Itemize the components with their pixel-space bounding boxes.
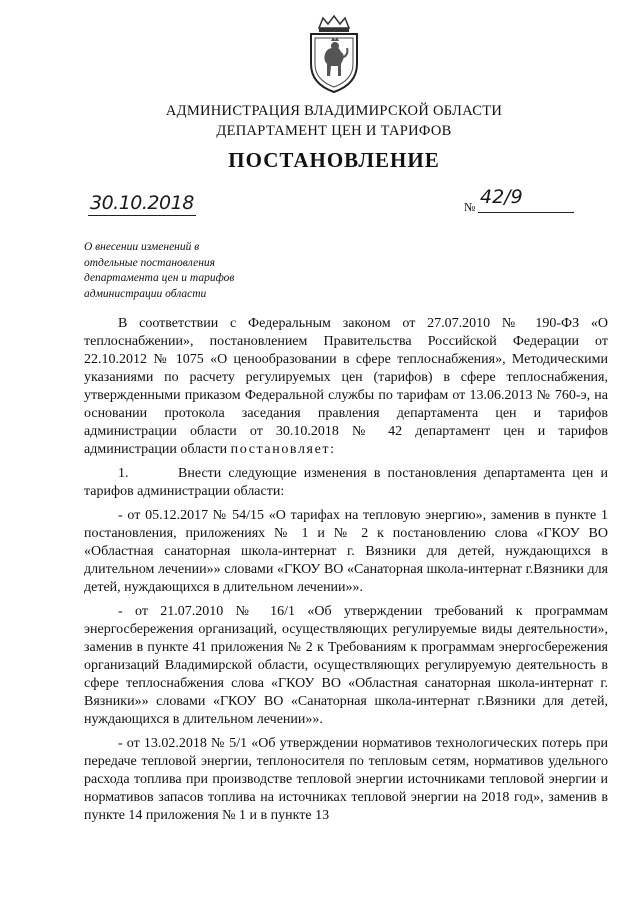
organization-name: АДМИНИСТРАЦИЯ ВЛАДИМИРСКОЙ ОБЛАСТИ (165, 103, 503, 119)
document-title: ПОСТАНОВЛЕНИЕ (228, 148, 440, 172)
subitem-paragraph: - от 05.12.2017 № 54/15 «О тарифах на тепловую энергию», заменив в пункте 1 постановления, приложениях № 1 и № 2 к постановлению слова «ГКОУ ВО «Областная санаторная школа-интернат г. Вязники для детей, нуждающихся в длительном лечении»» словами «ГКОУ ВО «Санаторная школа-интернат г.Вязники для детей, нуждающихся в длительном лечении»». (84, 508, 608, 595)
document-body (84, 315, 608, 825)
number-underline (478, 212, 574, 213)
department-name: ДЕПАРТАМЕНТ ЦЕН И ТАРИФОВ (216, 123, 452, 139)
item-1-paragraph: 1. Внести следующие изменения в постановления департамента цен и тарифов администрации области: (84, 466, 608, 499)
subject-line: отдельные постановления (84, 256, 216, 269)
document-number: 42/9 (480, 186, 523, 208)
document-subject (84, 240, 284, 302)
decree-word: постановляет: (230, 442, 336, 457)
subitem-paragraph: - от 13.02.2018 № 5/1 «Об утверждении нормативов технологических потерь при передаче тепловой энергии, теплоносителя по тепловым сетям, нормативов удельного расхода топлива при производстве тепловой энергии источниками тепловой энергии и нормативов запасов топлива на источниках тепловой энергии на 2018 год», заменив в пункте 14 приложения № 1 и в пункте 13 (84, 736, 608, 823)
preamble-paragraph (84, 315, 608, 459)
number-label: № (464, 200, 476, 214)
subject-line: администрации области (84, 287, 207, 300)
subject-line: департамента цен и тарифов (84, 272, 235, 284)
subitem-paragraph: - от 21.07.2010 № 16/1 «Об утверждении требований к программам энергосбережения организаций, осуществляющих регулируемые виды деятельности», заменив в пункте 41 приложения № 2 к Требованиям к программам энергосбережения организаций Владимирской области, осуществляющих регулируемую деятельность в сфере теплоснабжения слова «ГКОУ ВО «Областная санаторная школа-интернат г. Вязники»» словами «ГКОУ ВО «Санаторная школа-интернат г.Вязники для детей, нуждающихся в длительном лечении»». (84, 604, 608, 727)
document-date: 30.10.2018 (90, 192, 194, 214)
date-underline (88, 215, 196, 216)
subject-line: О внесении изменений в (84, 241, 200, 253)
preamble-text: В соответствии с Федеральным законом от 27.07.2010 № 190-ФЗ «О теплоснабжении», постановлением Правительства Российской Федерации от 22.10.2012 № 1075 «О ценообразовании в сфере теплоснабжения», Методическими указаниями по расчету регулируемых цен (тарифов) в сфере теплоснабжения, утвержденными приказом Федеральной службы по тарифам от 13.06.2013 № 760-э, на основании протокола заседания правления департамента цен и тарифов администрации области от 30.10.2018 № 42 департамент цен и тарифов администрации области (84, 316, 608, 457)
coat-of-arms-icon (301, 14, 367, 94)
